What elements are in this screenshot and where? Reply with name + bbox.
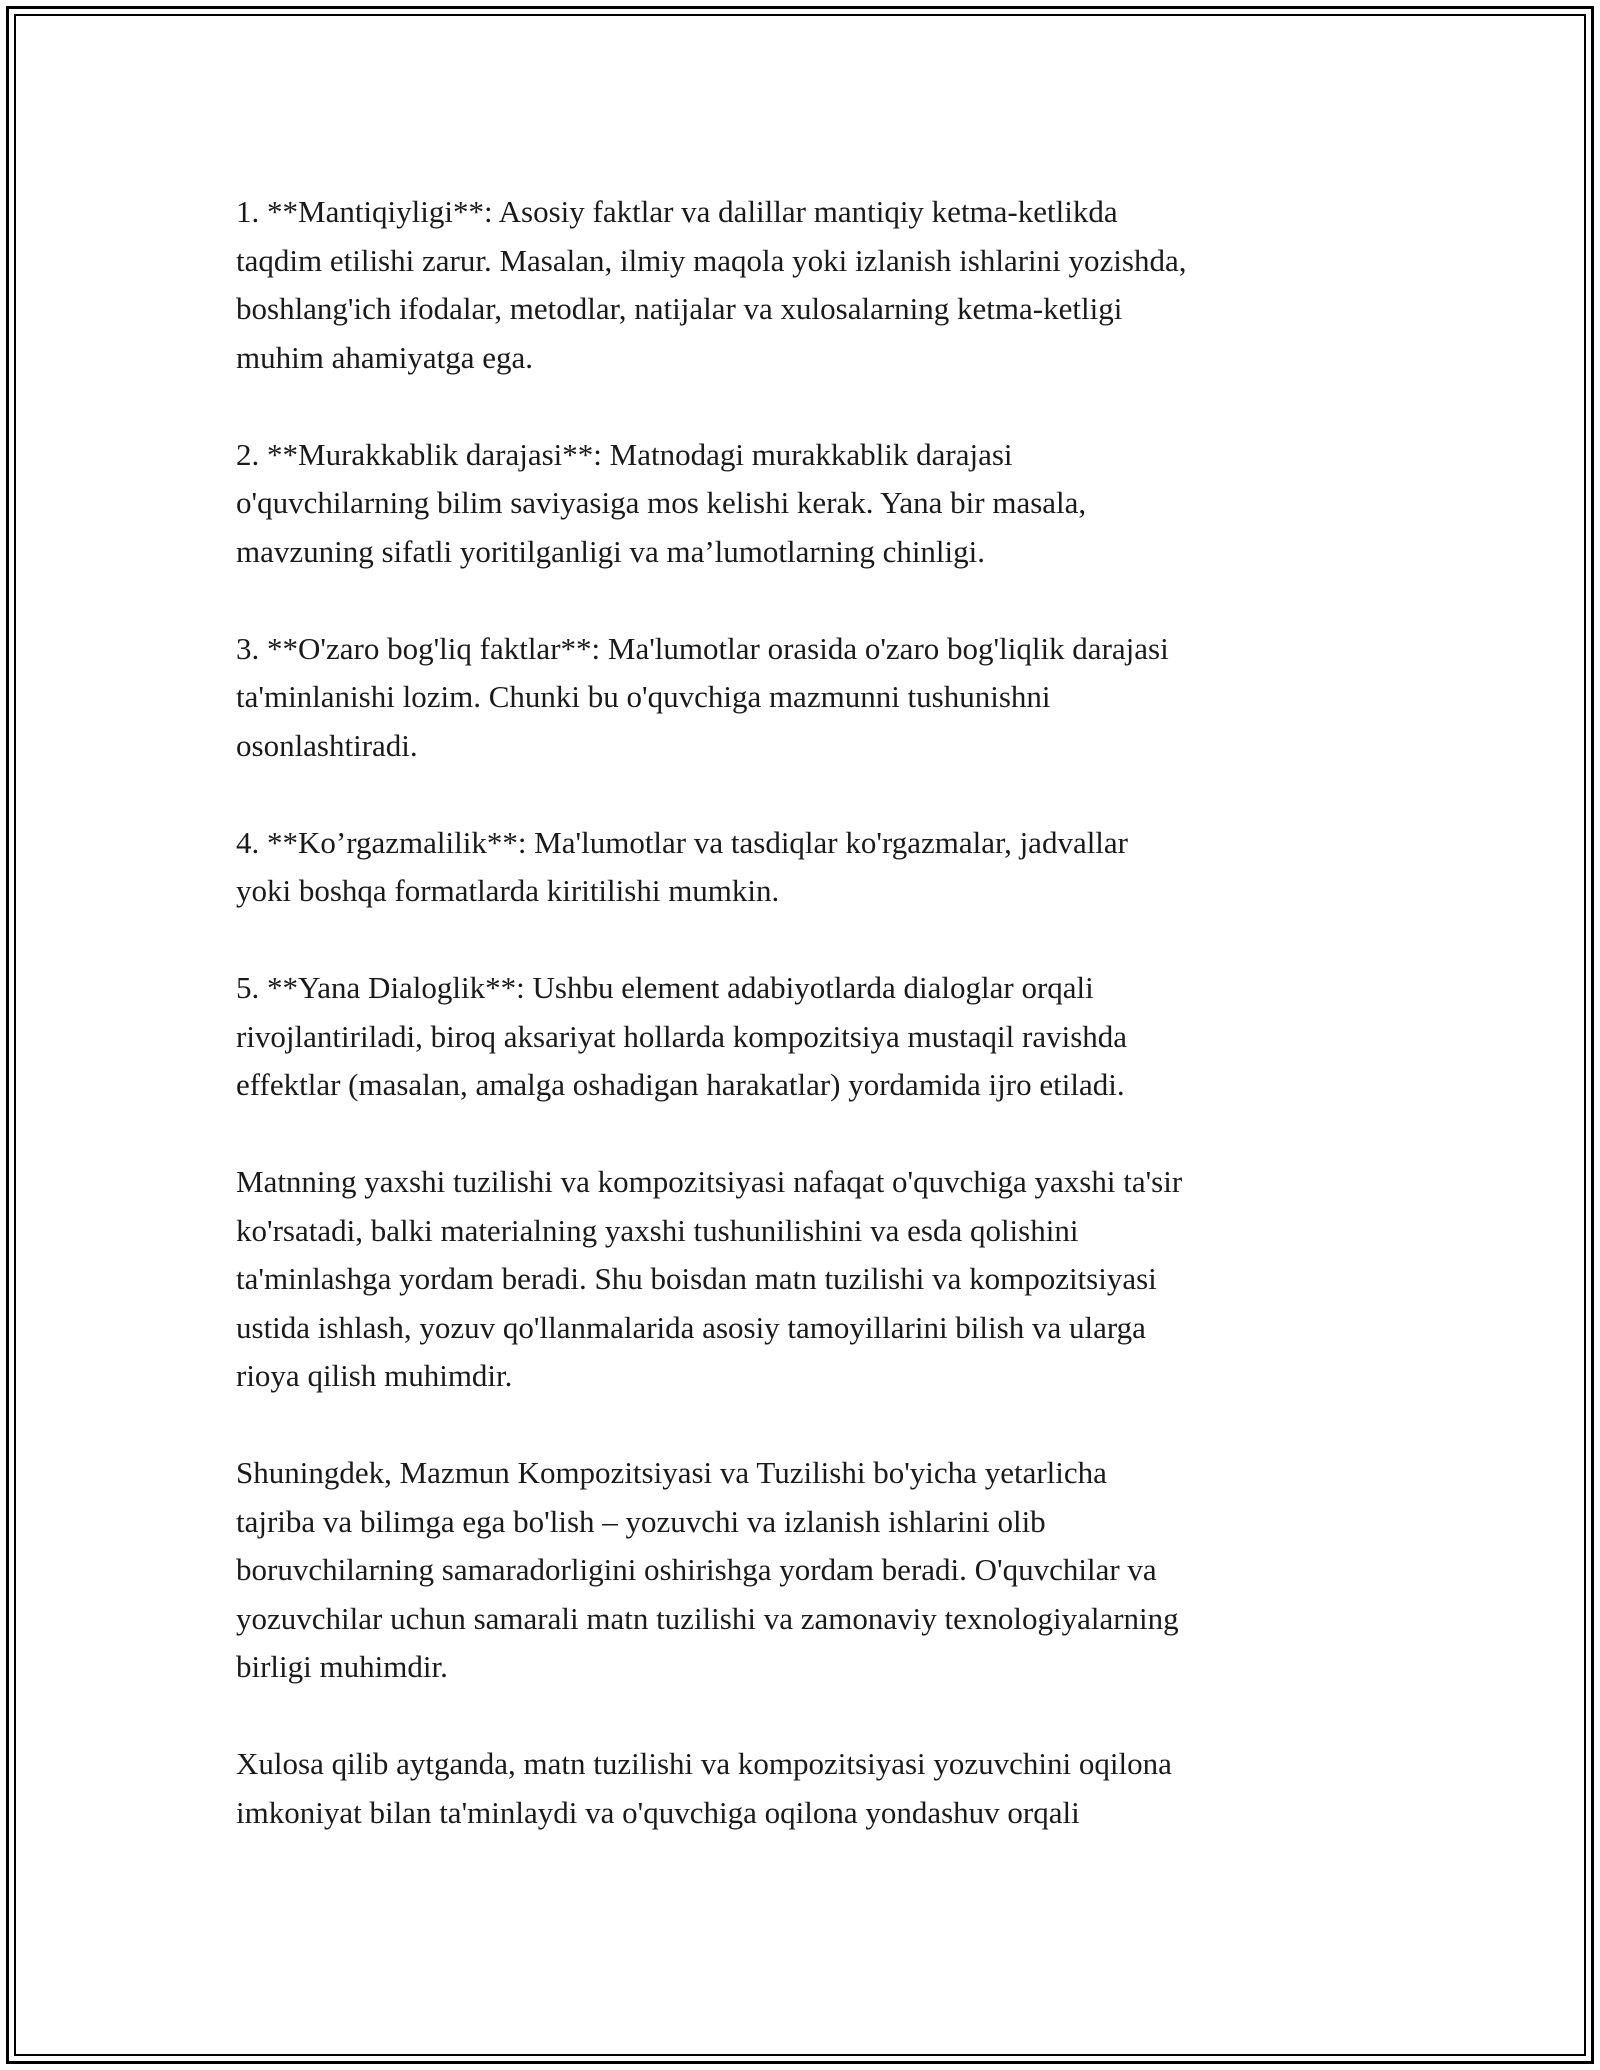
- text-line: imkoniyat bilan ta'minlaydi va o'quvchiga oqilona yondashuv orqali: [236, 1794, 1080, 1830]
- text-line: Shuningdek, Mazmun Kompozitsiyasi va Tuzilishi bo'yicha yetarlicha: [236, 1455, 1107, 1490]
- text-line: tajriba va bilimga ega bo'lish – yozuvchi va izlanish ishlarini olib: [236, 1503, 1046, 1539]
- text-line: 1. **Mantiqiyligi**: Asosiy faktlar va dalillar mantiqiy ketma-ketlikda: [236, 194, 1118, 229]
- text-line: rioya qilish muhimdir.: [236, 1358, 513, 1393]
- text-line: ta'minlashga yordam beradi. Shu boisdan matn tuzilishi va kompozitsiyasi: [236, 1261, 1157, 1296]
- text-line: ustida ishlash, yozuv qo'llanmalarida asosiy tamoyillarini bilish va ularga: [236, 1309, 1146, 1345]
- paragraph-mantiqiyligi: [236, 188, 1386, 382]
- text-line: yoki boshqa formatlarda kiritilishi mumkin.: [236, 873, 780, 908]
- paragraph-shuningdek: [236, 1449, 1386, 1692]
- text-line: effektlar (masalan, amalga oshadigan harakatlar) yordamida ijro etiladi.: [236, 1067, 1125, 1102]
- text-line: Xulosa qilib aytganda, matn tuzilishi va kompozitsiyasi yozuvchini oqilona: [236, 1746, 1172, 1781]
- text-line: muhim ahamiyatga ega.: [236, 339, 533, 375]
- text-line: yozuvchilar uchun samarali matn tuzilishi va zamonaviy texnologiyalarning: [236, 1600, 1179, 1636]
- text-line: mavzuning sifatli yoritilganligi va ma’lumotlarning chinligi.: [236, 533, 986, 569]
- paragraph-korgazmalilik: [236, 819, 1386, 916]
- paragraph-yana-dialoglik: [236, 964, 1386, 1110]
- text-line: 2. **Murakkablik darajasi**: Matnodagi murakkablik darajasi: [236, 436, 1013, 472]
- text-line: 3. **O'zaro bog'liq faktlar**: Ma'lumotlar orasida o'zaro bog'liqlik darajasi: [236, 630, 1169, 666]
- paragraph-matnning-yaxshi-tuzilishi: [236, 1158, 1386, 1401]
- text-line: ta'minlanishi lozim. Chunki bu o'quvchiga mazmunni tushunishni: [236, 679, 1051, 714]
- text-line: birligi muhimdir.: [236, 1649, 448, 1684]
- text-line: boshlang'ich ifodalar, metodlar, natijalar va xulosalarning ketma-ketligi: [236, 291, 1123, 326]
- document-body: [236, 188, 1386, 1837]
- text-line: osonlashtiradi.: [236, 727, 418, 763]
- text-line: o'quvchilarning bilim saviyasiga mos kelishi kerak. Yana bir masala,: [236, 485, 1087, 520]
- text-line: Matnning yaxshi tuzilishi va kompozitsiyasi nafaqat o'quvchiga yaxshi ta'sir: [236, 1164, 1183, 1199]
- paragraph-xulosa: [236, 1740, 1386, 1837]
- paragraph-murakkablik-darajasi: [236, 431, 1386, 577]
- text-line: ko'rsatadi, balki materialning yaxshi tushunilishini va esda qolishini: [236, 1212, 1079, 1248]
- text-line: 5. **Yana Dialoglik**: Ushbu element adabiyotlarda dialoglar orqali: [236, 970, 1094, 1005]
- paragraph-ozaro-bogliq-faktlar: [236, 625, 1386, 771]
- text-line: boruvchilarning samaradorligini oshirishga yordam beradi. O'quvchilar va: [236, 1552, 1157, 1587]
- text-line: rivojlantiriladi, biroq aksariyat hollarda kompozitsiya mustaqil ravishda: [236, 1018, 1128, 1054]
- text-line: taqdim etilishi zarur. Masalan, ilmiy maqola yoki izlanish ishlarini yozishda,: [236, 242, 1187, 278]
- text-line: 4. **Ko’rgazmalilik**: Ma'lumotlar va tasdiqlar ko'rgazmalar, jadvallar: [236, 824, 1129, 860]
